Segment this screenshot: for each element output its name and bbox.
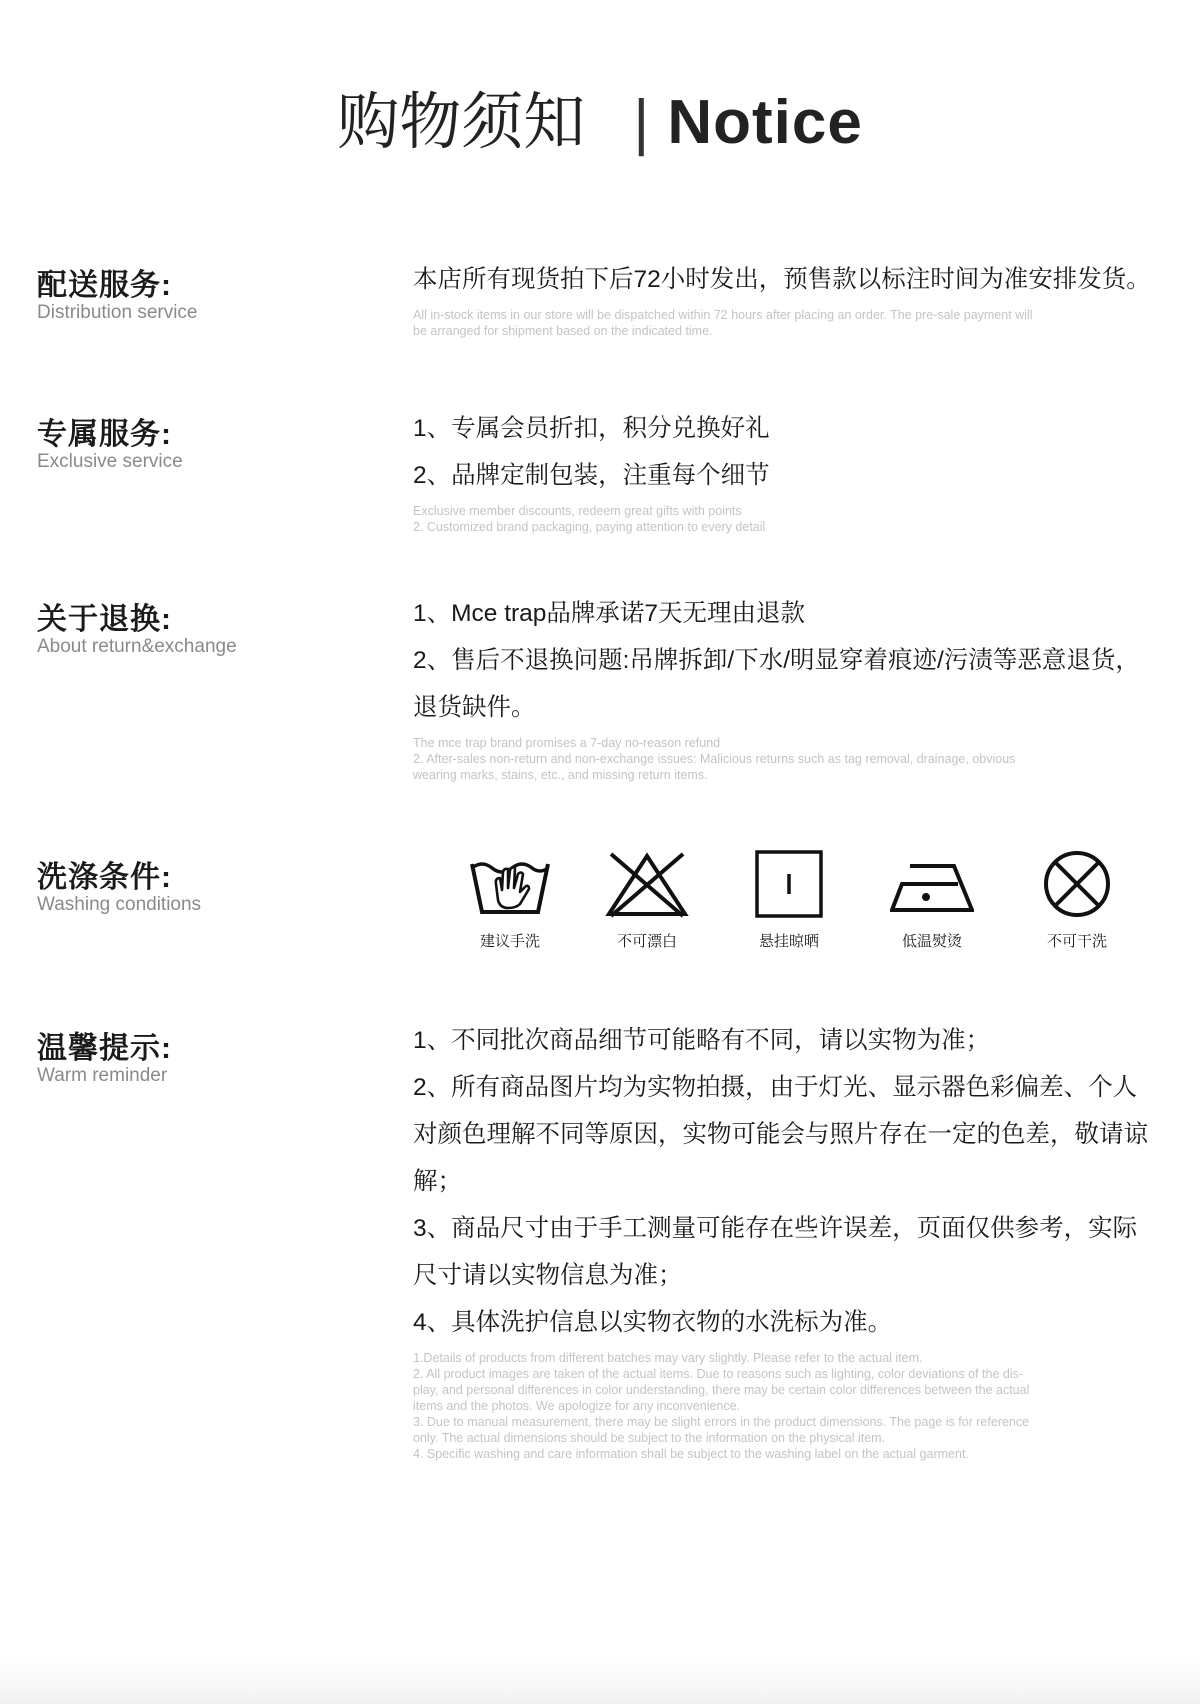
washing-caption: 不可干洗 <box>1046 933 1107 950</box>
washing-caption: 悬挂晾晒 <box>758 933 819 950</box>
note-line: 2. Customized brand packaging, paying attention to every detail <box>413 520 766 534</box>
section-label <box>37 858 367 916</box>
washing-item <box>729 850 849 952</box>
washing-item <box>450 850 570 952</box>
hang-dry-icon <box>747 850 831 918</box>
section-label <box>37 266 367 324</box>
bottom-fade <box>0 1656 1200 1704</box>
content-line: 3、商品尺寸由于手工测量可能存在些许误差，页面仅供参考，实际 <box>413 1215 1138 1242</box>
washing-icons <box>450 850 1170 970</box>
section-label-cn: 专属服务: <box>37 418 172 451</box>
note-line: 2. All product images are taken of the actual items. Due to reasons such as lighting, color deviations of the dis- <box>413 1367 1024 1381</box>
washing-item <box>587 850 707 952</box>
english-note <box>413 735 1165 783</box>
note-line: 3. Due to manual measurement, there may be slight errors in the product dimensions. The page is for reference <box>413 1415 1030 1429</box>
content-line: 1、Mce trap品牌承诺7天无理由退款 <box>413 600 806 627</box>
note-line: 4. Specific washing and care information shall be subject to the washing label on the actual garment. <box>413 1447 969 1461</box>
note-line: The mce trap brand promises a 7-day no-reason refund <box>413 736 721 750</box>
note-line: All in-stock items in our store will be dispatched within 72 hours after placing an order. The pre-sale payment will <box>413 308 1033 322</box>
note-line: be arranged for shipment based on the indicated time. <box>413 324 713 338</box>
content-line: 2、售后不退换问题:吊牌拆卸/下水/明显穿着痕迹/污渍等恶意退货， <box>413 647 1140 674</box>
section-label <box>37 415 367 473</box>
page-title <box>0 78 1200 168</box>
washing-caption: 不可漂白 <box>616 933 677 950</box>
english-note <box>413 1350 1165 1462</box>
section-label <box>37 600 367 658</box>
washing-caption: 低温熨烫 <box>901 933 962 950</box>
section-label-cn: 温馨提示: <box>37 1032 172 1065</box>
title-cn: 购物须知 <box>337 88 586 157</box>
note-line: 1.Details of products from different batches may vary slightly. Please refer to the actual item. <box>413 1351 923 1365</box>
section-label <box>37 1029 367 1087</box>
do-not-dry-clean-icon <box>1035 850 1119 918</box>
title-en: Notice <box>667 88 863 157</box>
section-content <box>413 1017 1165 1462</box>
content-line: 解； <box>413 1168 462 1195</box>
content-line: 本店所有现货拍下后72小时发出，预售款以标注时间为准安排发货。 <box>413 266 1151 293</box>
washing-item <box>872 850 992 952</box>
section-content <box>413 256 1165 339</box>
section-content <box>413 590 1165 783</box>
low-iron-icon <box>890 850 974 918</box>
content-line: 尺寸请以实物信息为准； <box>413 1262 683 1289</box>
section-label-en: Exclusive service <box>37 451 183 472</box>
section-label-en: About return&exchange <box>37 636 237 657</box>
content-line: 对颜色理解不同等原因，实物可能会与照片存在一定的色差，敬请谅 <box>413 1121 1148 1148</box>
section-label-en: Washing conditions <box>37 894 202 915</box>
washing-item <box>1017 850 1137 952</box>
content-line: 1、不同批次商品细节可能略有不同，请以实物为准； <box>413 1027 991 1054</box>
note-line: only. The actual dimensions should be subject to the information on the physical item. <box>413 1431 886 1445</box>
note-line: play, and personal differences in color understanding, there may be certain color differences between the actual <box>413 1383 1030 1397</box>
section-label-cn: 洗涤条件: <box>37 861 172 894</box>
content-line: 4、具体洗护信息以实物衣物的水洗标为准。 <box>413 1309 893 1336</box>
washing-caption: 建议手洗 <box>479 933 540 950</box>
do-not-bleach-icon <box>605 850 689 918</box>
note-line: items and the photos. We apologize for any inconvenience. <box>413 1399 741 1413</box>
content-line: 2、品牌定制包装，注重每个细节 <box>413 462 770 489</box>
title-separator: | <box>633 88 650 157</box>
english-note <box>413 503 1165 535</box>
content-line: 1、专属会员折扣，积分兑换好礼 <box>413 415 770 442</box>
note-line: Exclusive member discounts, redeem great gifts with points <box>413 504 742 518</box>
note-line: 2. After-sales non-return and non-exchange issues: Malicious returns such as tag removal, drainage, obvious <box>413 752 1016 766</box>
section-label-cn: 配送服务: <box>37 269 172 302</box>
content-line: 退货缺件。 <box>413 694 536 721</box>
note-line: wearing marks, stains, etc., and missing return items. <box>413 768 708 782</box>
content-line: 2、所有商品图片均为实物拍摄，由于灯光、显示器色彩偏差、个人 <box>413 1074 1138 1101</box>
section-label-en: Warm reminder <box>37 1065 168 1086</box>
section-label-cn: 关于退换: <box>37 603 172 636</box>
hand-wash-icon <box>468 850 552 918</box>
english-note <box>413 307 1165 339</box>
section-label-en: Distribution service <box>37 302 198 323</box>
section-content <box>413 405 1165 535</box>
